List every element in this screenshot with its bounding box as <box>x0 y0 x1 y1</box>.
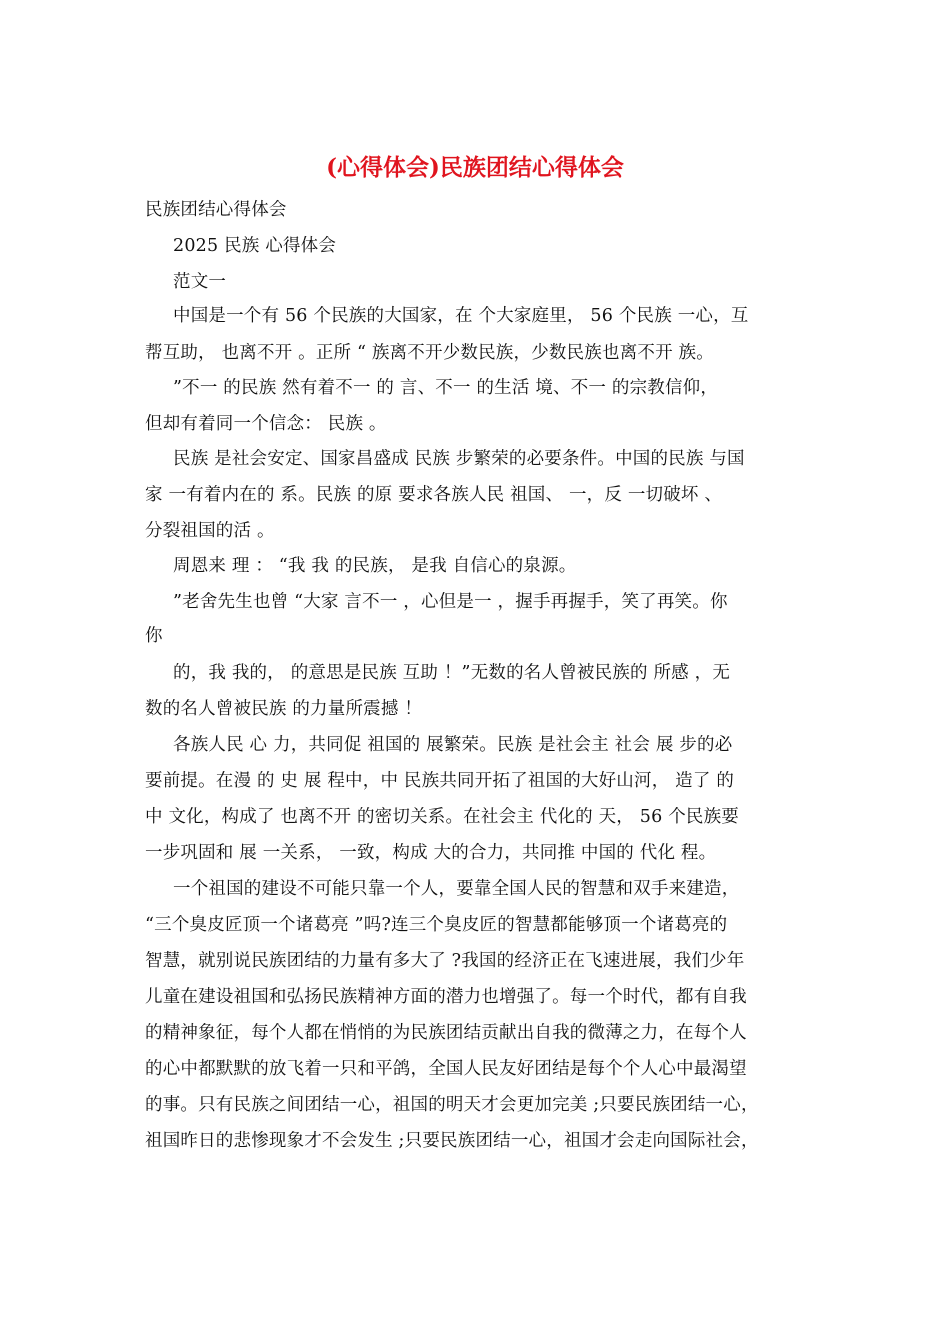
text-line: 中 文化，构成了 也离不开 的密切关系。在社会主 代化的 天， 56 个民族要 <box>145 807 740 827</box>
text-line: 儿童在建设祖国和弘扬民族精神方面的潜力也增强了。每一个时代，都有自我 <box>145 987 747 1007</box>
text-line: 的，我 我的， 的意思是民族 互助 ！”无数的名人曾被民族的 所感 ，无 <box>173 663 731 683</box>
text-line: 一个祖国的建设不可能只靠一个人，要靠全国人民的智慧和双手来建造， <box>173 879 740 899</box>
text-line: 你 <box>145 626 163 646</box>
text-line: ”不一 的民族 然有着不一 的 言、不一 的生活 境、不一 的宗教信仰， <box>173 378 719 398</box>
text-line: 范文一 <box>173 272 227 292</box>
text-line: 智慧，就别说民族团结的力量有多大了 ?我国的经济正在飞速进展，我们少年 <box>145 951 745 971</box>
text-line: 各族人民 心 力，共同促 祖国的 展繁荣。民族 是社会主 社会 展 步的必 <box>173 735 733 755</box>
text-line: 民族 是社会安定、国家昌盛成 民族 步繁荣的必要条件。中国的民族 与国 <box>173 449 745 469</box>
text-line: 的心中都默默的放飞着一只和平鸽，全国人民友好团结是每个个人心中最渴望 <box>145 1059 747 1079</box>
text-line: 数的名人曾被民族 的力量所震撼 ！ <box>145 699 423 719</box>
text-line: 周恩来 理 ： “我 我 的民族， 是我 自信心的泉源。 <box>173 556 577 576</box>
text-line: 一步巩固和 展 一关系， 一致，构成 大的合力，共同推 中国的 代化 程。 <box>145 843 717 863</box>
text-line: 但却有着同一个信念： 民族 。 <box>145 414 387 434</box>
text-line: 2025 民族 心得体会 <box>173 236 337 256</box>
text-line: 分裂祖国的活 。 <box>145 521 275 541</box>
text-line: “三个臭皮匠顶一个诸葛亮 ”吗?连三个臭皮匠的智慧都能够顶一个诸葛亮的 <box>145 915 728 935</box>
text-line: 家 一有着内在的 系。民族 的原 要求各族人民 祖国、 一，反 一切破坏 、 <box>145 485 723 505</box>
text-line: 的事。只有民族之间团结一心，祖国的明天才会更加完美 ;只要民族团结一心， <box>145 1095 759 1115</box>
text-line: 要前提。在漫 的 史 展 程中，中 民族共同开拓了祖国的大好山河， 造了 的 <box>145 771 735 791</box>
text-line: 帮互助， 也离不开 。正所 “ 族离不开少数民族，少数民族也离不开 族。 <box>145 343 714 363</box>
document-title: (心得体会)民族团结心得体会 <box>326 154 624 181</box>
text-line: 民族团结心得体会 <box>145 200 287 220</box>
text-line: ”老舍先生也曾 “大家 言不一 ，心但是一 ，握手再握手，笑了再笑。你 <box>173 592 728 612</box>
text-line: 祖国昨日的悲惨现象才不会发生 ;只要民族团结一心，祖国才会走向国际社会， <box>145 1131 759 1151</box>
text-line: 的精神象征，每个人都在悄悄的为民族团结贡献出自我的微薄之力，在每个人 <box>145 1023 747 1043</box>
text-line: 中国是一个有 56 个民族的大国家，在 个大家庭里， 56 个民族 一心，互 <box>173 306 749 326</box>
